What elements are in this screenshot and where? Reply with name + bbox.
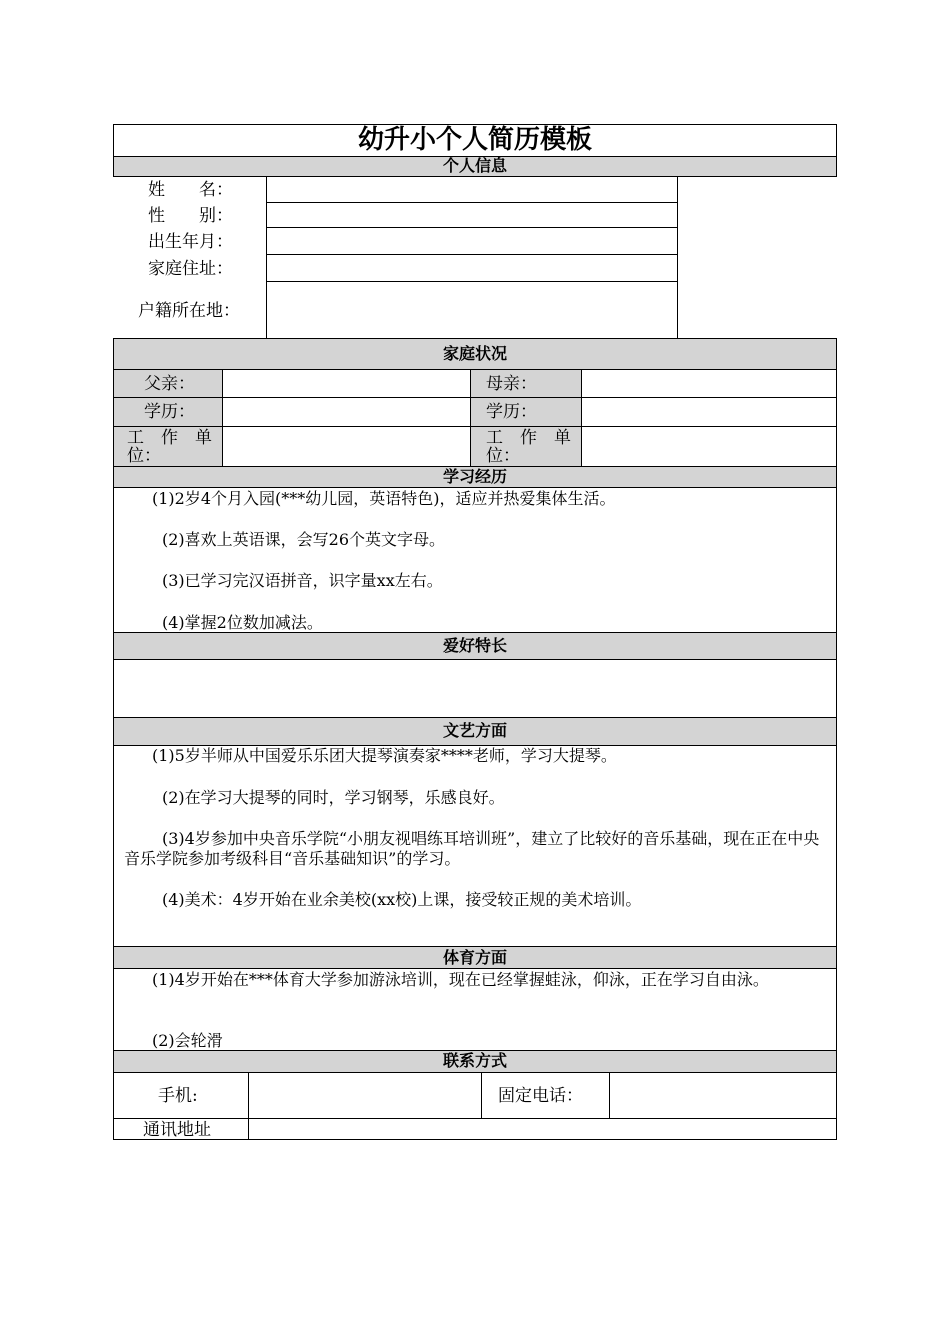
work-left-value[interactable] — [223, 427, 470, 466]
page-title: 幼升小个人简历模板 — [357, 125, 592, 155]
mobile-value[interactable] — [249, 1073, 481, 1118]
hukou-value[interactable] — [267, 282, 677, 338]
address-value[interactable] — [267, 255, 677, 281]
work-right-value[interactable] — [582, 427, 836, 466]
hobby-value[interactable] — [114, 660, 836, 717]
personal-header: 个人信息 — [442, 156, 507, 175]
gender-value[interactable] — [267, 203, 677, 227]
sports-header: 体育方面 — [442, 948, 507, 967]
family-header: 家庭状况 — [442, 344, 507, 363]
sports-item-1: (1)4岁开始在***体育大学参加游泳培训，现在已经掌握蛙泳，仰泳，正在学习自由泳。 — [152, 970, 769, 989]
phone-label: 固定电话： — [498, 1086, 583, 1106]
work-right-label-line2: 位： — [486, 446, 520, 466]
sports-item-2: (2)会轮滑 — [152, 1031, 223, 1050]
hukou-label: 户籍所在地： — [138, 301, 240, 321]
edu-left-value[interactable] — [223, 398, 470, 426]
name-value[interactable] — [267, 177, 677, 202]
study-item-3: (3)已学习完汉语拼音，识字量xx左右。 — [162, 571, 443, 590]
contact-header: 联系方式 — [442, 1051, 507, 1070]
father-label: 父亲： — [144, 374, 195, 394]
mail-value[interactable] — [249, 1119, 836, 1139]
hobby-header: 爱好特长 — [442, 636, 507, 655]
address-label: 家庭住址： — [148, 259, 233, 279]
work-left-label-line1: 工 作 单 — [127, 428, 212, 448]
birth-label: 出生年月： — [148, 232, 233, 252]
study-item-4: (4)掌握2位数加减法。 — [162, 613, 323, 632]
mail-label: 通讯地址 — [143, 1120, 211, 1140]
phone-value[interactable] — [610, 1073, 836, 1118]
mother-value[interactable] — [582, 370, 836, 397]
edu-left-label: 学历： — [144, 402, 195, 422]
edu-right-label: 学历： — [486, 402, 537, 422]
birth-value[interactable] — [267, 228, 677, 254]
arts-header: 文艺方面 — [442, 721, 507, 740]
work-right-label-line1: 工 作 单 — [486, 428, 571, 448]
arts-item-2: (2)在学习大提琴的同时，学习钢琴，乐感良好。 — [162, 788, 505, 807]
mother-label: 母亲： — [486, 374, 537, 394]
arts-item-3: (3)4岁参加中央音乐学院“小朋友视唱练耳培训班”，建立了比较好的音乐基础，现在正在中央音乐学院参加考级科目“音乐基础知识”的学习。 — [124, 829, 820, 868]
study-item-2: (2)喜欢上英语课，会写26个英文字母。 — [162, 530, 446, 549]
name-label: 姓 名： — [148, 180, 233, 200]
arts-item-4: (4)美术：4岁开始在业余美校(xx校)上课，接受较正规的美术培训。 — [162, 890, 642, 909]
father-value[interactable] — [223, 370, 470, 397]
study-header: 学习经历 — [442, 467, 507, 486]
gender-label: 性 别： — [148, 206, 233, 226]
study-item-1: (1)2岁4个月入园(***幼儿园，英语特色)，适应并热爱集体生活。 — [152, 489, 616, 508]
edu-right-value[interactable] — [582, 398, 836, 426]
work-left-label-line2: 位： — [127, 446, 161, 466]
mobile-label: 手机: — [158, 1086, 198, 1106]
arts-item-1: (1)5岁半师从中国爱乐乐团大提琴演奏家****老师，学习大提琴。 — [152, 746, 617, 765]
